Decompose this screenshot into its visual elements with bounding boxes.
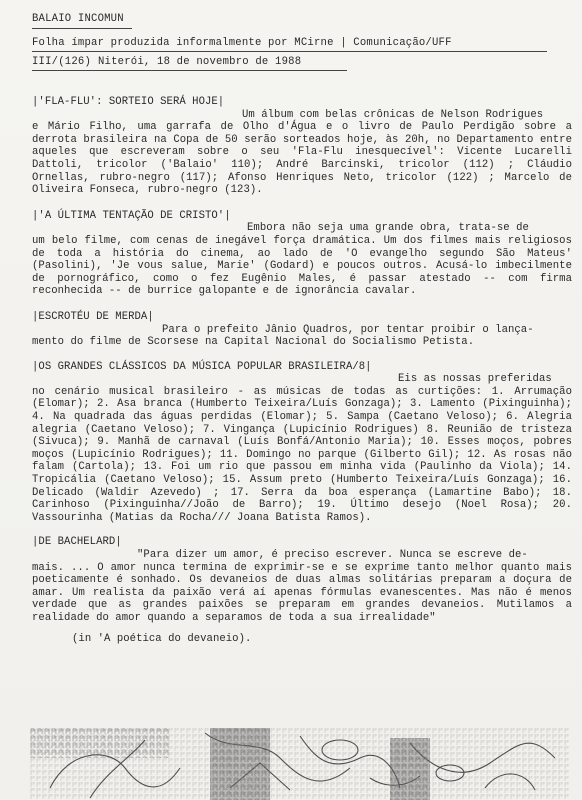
section-body: e Mário Filho, uma garrafa de Olho d'Água e o livro de Paulo Perdigão sobre a derrota brasileira na Copa de 50 serão sorteados hoje, às 20h, no Departamento entre aqueles que escreveram sobre o seu 'Fla-Flu inesquecível': Vicente Lucarelli Dattoli, tricolor ('Balaio' 110); André Barcinski, tricolor (112) ; Cláudio Ornellas, rubro-negro (117); Afonso Henriques Neto, tricolor (122) ; Marcelo de Oliveira Fonseca, rubro-negro (123). (32, 121, 572, 197)
section-text (32, 324, 572, 349)
newsletter-subtitle: Folha ímpar produzida informalmente por MCirne | Comunicação/UFF (32, 37, 452, 49)
section-bachelard (32, 536, 572, 645)
section-text (32, 373, 572, 524)
section-first-line: Um álbum com belas crônicas de Nelson Rodrigues (242, 108, 544, 121)
typewriter-art-illustration (30, 728, 570, 800)
title-rule (32, 28, 132, 29)
section-text (32, 222, 572, 298)
section-body: um belo filme, com cenas de inegável força dramática. Um dos filmes mais religiosos de toda a história do cinema, ao lado de 'O evangelho segundo São Mateus' (Pasolini), 'Je vous salue, Marie' (Godard) e poucos outros. Acusá-lo imbecilmente de pornográfico, como o fez Eugênio Males, é passar atestado -- com firma reconhecida -- de burrice galopante e de ignorância cavalar. (32, 234, 572, 298)
quote-citation: (in 'A poética do devaneio). (72, 632, 252, 645)
section-first-line: "Para dizer um amor, é preciso escrever. Nunca se escreve de- (137, 549, 528, 561)
subtitle-rule (32, 51, 547, 52)
section-ultima-tentacao (32, 210, 572, 298)
section-heading: |ESCROTÉU DE MERDA| (32, 310, 154, 323)
section-text (32, 109, 572, 197)
issue-rule (32, 70, 347, 71)
typewriter-art-decoration (30, 728, 570, 800)
place-date: Niterói, 18 de novembro de 1988 (98, 56, 302, 68)
section-first-line: Para o prefeito Jânio Quadros, por tentar proibir o lança- (162, 323, 534, 336)
issue-number: III/(126) (32, 56, 92, 68)
section-body: mento do filme de Scorsese na Capital Nacional do Socialismo Petista. (32, 336, 475, 349)
section-heading: |OS GRANDES CLÁSSICOS DA MÚSICA POPULAR BRASILEIRA/8| (32, 360, 372, 373)
section-heading: |'A ÚLTIMA TENTAÇÃO DE CRISTO'| (32, 209, 231, 222)
section-body: no cenário musical brasileiro - as músicas de todas as curtições: 1. Arrumação (Elomar); 2. Asa branca (Humberto Teixeira/Luís Gonzaga); 3. Lamento (Pixinguinha); 4. Na quadrada das águas perdidas (Elomar); 5. Sampa (Caetano Veloso); 6. Alegria alegria (Caetano Veloso); 7. Vingança (Lupicínio Rodrigues) 8. Reunião de tristeza (Sivuca); 9. Manhã de carnaval (Luís Bonfá/Antonio Maria); 10. Esses moços, pobres moços (Lupicínio Rodrigues); 11. Domingo no parque (Gilberto Gil); 12. As rosas não falam (Cartola); 13. Foi um rio que passou em minha vida (Paulinho da Viola); 14. Tropicália (Caetano Veloso); 15. Assum preto (Humberto Teixeira/Luís Gonzaga); 16. Delicado (Waldir Azevedo) ; 17. Serra da boa esperança (Lamartine Babo); 18. Carinhoso (Pixinguinha//João de Barro); 19. Último desejo (Noel Rosa); 20. Vassourinha (Matias da Rocha/// Joana Batista Ramos). (32, 385, 572, 524)
article-column (32, 96, 572, 645)
section-fla-flu (32, 96, 572, 197)
section-body: mais. ... O amor nunca termina de exprimir-se e se exprime tanto melhor quanto mais poeticamente é sonhado. Os devaneios de duas almas solitárias preparam a doçura de amar. Um realista da paixão verá aí apenas fórmulas evanescentes. Mas não é menos verdade que as grandes paixões se preparam em grandes devaneios. Mutilamos a realidade do amor quando a separamos de toda a sua irrealidade" (32, 561, 572, 624)
section-classicos-mpb (32, 361, 572, 525)
section-escroteu (32, 311, 572, 349)
section-first-line: Eis as nossas preferidas (398, 373, 552, 386)
newsletter-title: BALAIO INCOMUN (32, 13, 124, 25)
section-heading: |'FLA-FLU': SORTEIO SERÁ HOJE| (32, 96, 225, 108)
section-heading: |DE BACHELARD| (32, 536, 122, 549)
section-text (32, 549, 572, 625)
section-first-line: Embora não seja uma grande obra, trata-se de (247, 222, 529, 235)
